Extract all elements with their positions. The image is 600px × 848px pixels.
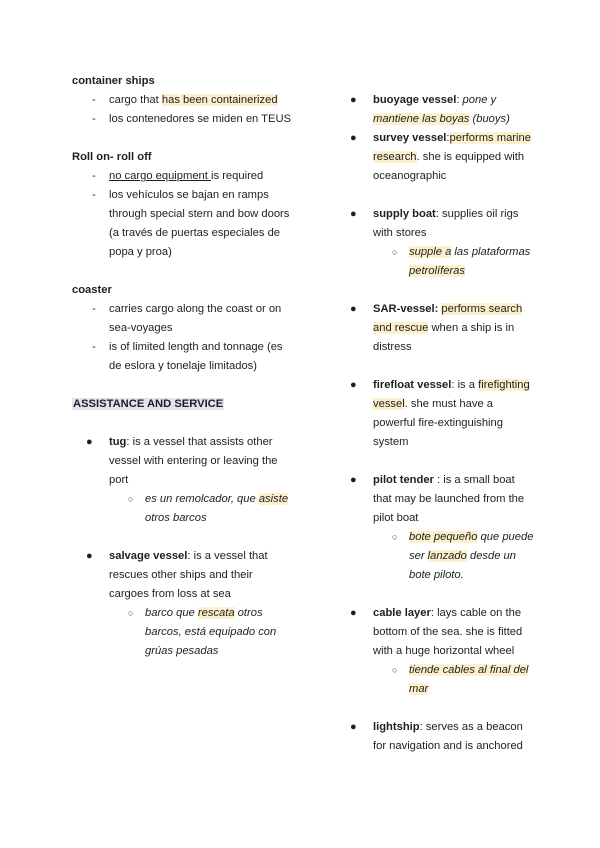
spacer: [336, 357, 536, 376]
heading-coaster: coaster: [72, 284, 112, 296]
sublist-item: ○ barco que rescata otros barcos, está equipado con grúas pesadas: [109, 604, 292, 661]
bullet-icon: ●: [350, 379, 357, 391]
highlight: has been containerized: [161, 94, 278, 106]
salvage-sublist: [109, 604, 292, 661]
pilot-sublist: [373, 528, 536, 585]
spacer: [72, 528, 292, 547]
list-item-salvage: ● salvage vessel: is a vessel that rescues other ships and their cargoes from loss at sea ○ barco que rescata otros barcos, está equipado con grúas pesadas: [72, 547, 292, 661]
list-item: - no cargo equipment is required: [72, 167, 292, 186]
bullet-icon: ●: [350, 303, 357, 315]
list-item: - carries cargo along the coast or on sea-voyages: [72, 300, 292, 338]
circle-bullet-icon: ○: [392, 247, 398, 257]
list-item-tug: ● tug: is a vessel that assists other vessel with entering or leaving the port ○ es un remolcador, que asiste otros barcos: [72, 433, 292, 528]
list-item-supply: ● supply boat: supplies oil rigs with stores ○ supple a las plataformas petrolíferas: [336, 205, 536, 281]
circle-bullet-icon: ○: [392, 532, 398, 542]
assistance-list: [72, 433, 292, 661]
spacer: [336, 699, 536, 718]
spacer: [336, 585, 536, 604]
bullet-icon: ●: [86, 436, 93, 448]
vessel-list: [336, 91, 536, 756]
list-item: - los vehículos se bajan en ramps through special stern and bow doors (a través de puertas especiales de popa y proa): [72, 186, 292, 262]
heading-container-ships: container ships: [72, 75, 155, 87]
sublist-item: ○ tiende cables al final del mar: [373, 661, 536, 699]
bullet-icon: ●: [350, 94, 357, 106]
bullet-icon: ●: [350, 721, 357, 733]
cable-sublist: [373, 661, 536, 699]
list-item-buoyage: ● buoyage vessel: pone y mantiene las boyas (buoys): [336, 91, 536, 129]
bullet-icon: ●: [350, 208, 357, 220]
circle-bullet-icon: ○: [128, 608, 134, 618]
bullet-icon: ●: [86, 550, 93, 562]
container-ships-list: [72, 91, 292, 129]
sublist-item: ○ supple a las plataformas petrolíferas: [373, 243, 536, 281]
left-column: [72, 72, 292, 661]
sublist-item: ○ es un remolcador, que asiste otros barcos: [109, 490, 292, 528]
list-item-firefloat: ● firefloat vessel: is a firefighting vessel. she must have a powerful fire-extinguishing system: [336, 376, 536, 452]
spacer: [336, 452, 536, 471]
section-heading-wrap: [72, 395, 292, 414]
heading-roro: Roll on- roll off: [72, 151, 152, 163]
circle-bullet-icon: ○: [128, 494, 134, 504]
right-column: [336, 91, 536, 756]
spacer: [72, 262, 292, 281]
spacer: [72, 376, 292, 395]
list-item-survey: ● survey vessel:performs marine research. she is equipped with oceanographic: [336, 129, 536, 186]
list-item: - is of limited length and tonnage (es de eslora y tonelaje limitados): [72, 338, 292, 376]
tug-sublist: [109, 490, 292, 528]
bullet-icon: ●: [350, 607, 357, 619]
spacer: [72, 414, 292, 433]
bullet-icon: ●: [350, 132, 357, 144]
list-item-lightship: ● lightship: serves as a beacon for navigation and is anchored: [336, 718, 536, 756]
sublist-item: ○ bote pequeño que puede ser lanzado desde un bote piloto.: [373, 528, 536, 585]
list-item-sar: ● SAR-vessel: performs search and rescue when a ship is in distress: [336, 300, 536, 357]
coaster-list: [72, 300, 292, 376]
bullet-icon: ●: [350, 474, 357, 486]
spacer: [336, 186, 536, 205]
list-item-pilot: ● pilot tender : is a small boat that may be launched from the pilot boat ○ bote pequeño que puede ser lanzado desde un bote piloto.: [336, 471, 536, 585]
section-heading-assistance: ASSISTANCE AND SERVICE: [73, 398, 224, 410]
supply-sublist: [373, 243, 536, 281]
roro-list: [72, 167, 292, 262]
list-item: - los contenedores se miden en TEUS: [72, 110, 292, 129]
list-item: - cargo that has been containerized: [72, 91, 292, 110]
spacer: [336, 281, 536, 300]
spacer: [72, 129, 292, 148]
list-item-cable: ● cable layer: lays cable on the bottom of the sea. she is fitted with a huge horizontal wheel ○ tiende cables al final del mar: [336, 604, 536, 699]
circle-bullet-icon: ○: [392, 665, 398, 675]
